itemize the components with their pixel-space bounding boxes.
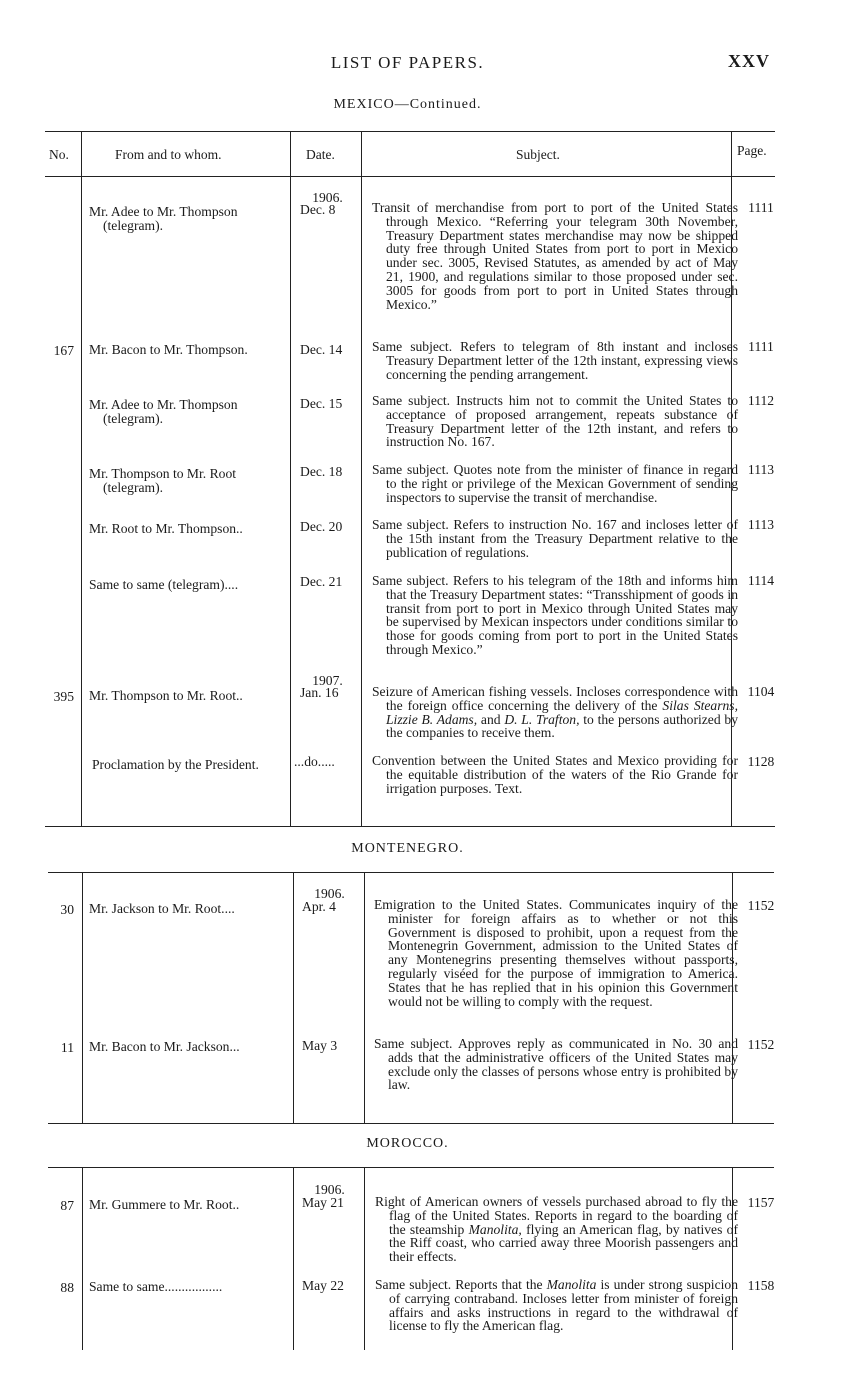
year-label: 1906. bbox=[314, 886, 345, 901]
from-to-cell: Mr. Bacon to Mr. Jackson... bbox=[89, 1039, 240, 1054]
date-cell: Apr. 4 bbox=[302, 899, 336, 914]
date-cell: Dec. 18 bbox=[300, 464, 343, 479]
subject-cell: Same subject. Refers to instruction No. 167 and incloses letter of the 15th instant from the Treasury Department relative to the publication of regulations. bbox=[372, 517, 738, 560]
from-to-cell: Mr. Bacon to Mr. Thompson. bbox=[89, 342, 248, 357]
from-to-cell: Same to same (telegram).... bbox=[89, 577, 239, 592]
page-cell: 1152 bbox=[747, 1037, 775, 1052]
number-cell: 167 bbox=[53, 343, 74, 358]
date-cell: Dec. 14 bbox=[300, 342, 343, 357]
column-divider bbox=[82, 872, 83, 1123]
subject-cell: Same subject. Instructs him not to commit the United States to acceptance of proposed arrangement, repeats substance of Treasury Department letter of the 12th instant, and refers to instruction No. 167. bbox=[372, 393, 738, 450]
number-cell: 395 bbox=[53, 689, 74, 704]
page-cell: 1152 bbox=[747, 898, 775, 913]
page-cell: 1104 bbox=[747, 684, 775, 699]
year-label: 1906. bbox=[314, 1182, 345, 1197]
number-cell: 88 bbox=[60, 1280, 74, 1295]
from-to-cell: Mr. Adee to Mr. Thompson (telegram). bbox=[89, 397, 238, 426]
date-cell: Dec. 8 bbox=[300, 202, 336, 217]
page-running-title: LIST OF PAPERS. bbox=[330, 53, 485, 72]
page-cell: 1111 bbox=[748, 339, 774, 354]
rule bbox=[48, 1123, 774, 1124]
section-label-morocco: MOROCCO. bbox=[366, 1136, 449, 1151]
from-to-cell: Mr. Root to Mr. Thompson.. bbox=[89, 521, 243, 536]
column-divider bbox=[364, 1167, 365, 1350]
column-header-date: Date. bbox=[306, 147, 335, 162]
column-divider bbox=[81, 131, 82, 826]
from-to-cell: Mr. Thompson to Mr. Root.. bbox=[89, 688, 243, 703]
page-cell: 1112 bbox=[747, 393, 775, 408]
section-label-montenegro: MONTENEGRO. bbox=[351, 841, 464, 856]
year-label: 1907. bbox=[312, 673, 343, 688]
date-cell: Jan. 16 bbox=[300, 685, 339, 700]
rule bbox=[48, 872, 774, 873]
page-cell: 1128 bbox=[747, 754, 775, 769]
rule bbox=[45, 131, 775, 132]
subject-cell: Same subject. Refers to telegram of 8th instant and incloses Treasury Department letter of the 12th instant, expressing views concerning the pending arrangement. bbox=[372, 339, 738, 382]
subject-cell: Emigration to the United States. Communicates inquiry of the minister for foreign affairs as to whether or not this Government is disposed to prohibit, upon a request from the Montenegrin Government, admission to the United States of any Montenegrins presenting themselves without passports, regularly viséed for the purpose of immigration to America. States that he has replied that in his opinion this Government would not be willing to comply with the request. bbox=[374, 897, 738, 1009]
column-header-subject: Subject. bbox=[516, 147, 560, 162]
subject-cell: Convention between the United States and Mexico providing for the equitable distribution of the waters of the Rio Grande for irrigation purposes. Text. bbox=[372, 753, 738, 796]
subject-cell: Transit of merchandise from port to port of the United States through Mexico. “Referring your telegram 30th November, Treasury Department states merchandise may now be shipped duty free through United States from port to port in Mexico under sec. 3005, Revised Statutes, as amended by act of May 21, 1900, and regulations similar to those proposed under sec. 3005 for goods from port to port in United States through Mexico.” bbox=[372, 200, 738, 312]
rule bbox=[45, 176, 775, 177]
column-header-page: Page. bbox=[737, 143, 767, 158]
column-divider bbox=[364, 872, 365, 1123]
page-cell: 1158 bbox=[747, 1278, 775, 1293]
from-to-cell: Same to same................. bbox=[89, 1279, 223, 1294]
date-cell: May 22 bbox=[302, 1278, 344, 1293]
number-cell: 30 bbox=[60, 902, 74, 917]
page-cell: 1157 bbox=[747, 1195, 775, 1210]
date-cell: ...do..... bbox=[294, 754, 335, 769]
from-to-cell: Mr. Gummere to Mr. Root.. bbox=[89, 1197, 240, 1212]
from-to-cell: Mr. Jackson to Mr. Root.... bbox=[89, 901, 235, 916]
from-to-cell: Mr. Thompson to Mr. Root (telegram). bbox=[89, 466, 237, 495]
column-divider bbox=[82, 1167, 83, 1350]
rule bbox=[45, 826, 775, 827]
column-header-from: From and to whom. bbox=[115, 147, 222, 162]
number-cell: 87 bbox=[60, 1198, 74, 1213]
subject-cell: Seizure of American fishing vessels. Incloses correspondence with the foreign office concerning the delivery of the Silas Stearns, Lizzie B. Adams, and D. L. Trafton, to the persons authorized by the companies to receive them. bbox=[372, 684, 738, 741]
from-to-cell: Proclamation by the President. bbox=[92, 757, 259, 772]
rule bbox=[48, 1167, 774, 1168]
column-header-no: No. bbox=[49, 147, 69, 162]
subject-cell: Right of American owners of vessels purchased abroad to fly the flag of the United States. Reports in regard to the boarding of the steamship Manolita, flying an American flag, by natives of the Riff coast, who carried away three Moorish passengers and their effects. bbox=[375, 1194, 738, 1265]
page-number: XXV bbox=[728, 51, 770, 71]
page-cell: 1111 bbox=[748, 200, 774, 215]
date-cell: Dec. 15 bbox=[300, 396, 343, 411]
year-label: 1906. bbox=[312, 190, 343, 205]
subject-cell: Same subject. Refers to his telegram of the 18th and informs him that the Treasury Department states: “Transshipment of goods in transit from port to port in Mexico through United States may be supervised by Mexican inspectors under conditions similar to those for goods coming from port to port in the United States through Mexico.” bbox=[372, 573, 738, 657]
page-cell: 1113 bbox=[747, 462, 775, 477]
date-cell: Dec. 21 bbox=[300, 574, 343, 589]
date-cell: May 3 bbox=[302, 1038, 338, 1053]
from-to-cell: Mr. Adee to Mr. Thompson (telegram). bbox=[89, 204, 238, 233]
subject-cell: Same subject. Quotes note from the minister of finance in regard to the right or privilege of the Mexican Government of sending inspectors to supervise the transit of merchandise. bbox=[372, 462, 738, 505]
subject-cell: Same subject. Approves reply as communicated in No. 30 and adds that the administrative officers of the United States may exclude only the classes of persons whose entry is prohibited by law. bbox=[374, 1036, 738, 1093]
column-divider bbox=[361, 131, 362, 826]
page-cell: 1114 bbox=[747, 573, 775, 588]
date-cell: Dec. 20 bbox=[300, 519, 343, 534]
date-cell: May 21 bbox=[302, 1195, 344, 1210]
column-divider bbox=[293, 1167, 294, 1350]
section-label-mexico: MEXICO—Continued. bbox=[333, 97, 482, 112]
page-cell: 1113 bbox=[747, 517, 775, 532]
number-cell: 11 bbox=[60, 1040, 74, 1055]
subject-cell: Same subject. Reports that the Manolita is under strong suspicion of carrying contraband. Incloses letter from minister of foreign affairs and asks instructions in regard to the withdrawal of license to fly the American flag. bbox=[375, 1277, 738, 1334]
